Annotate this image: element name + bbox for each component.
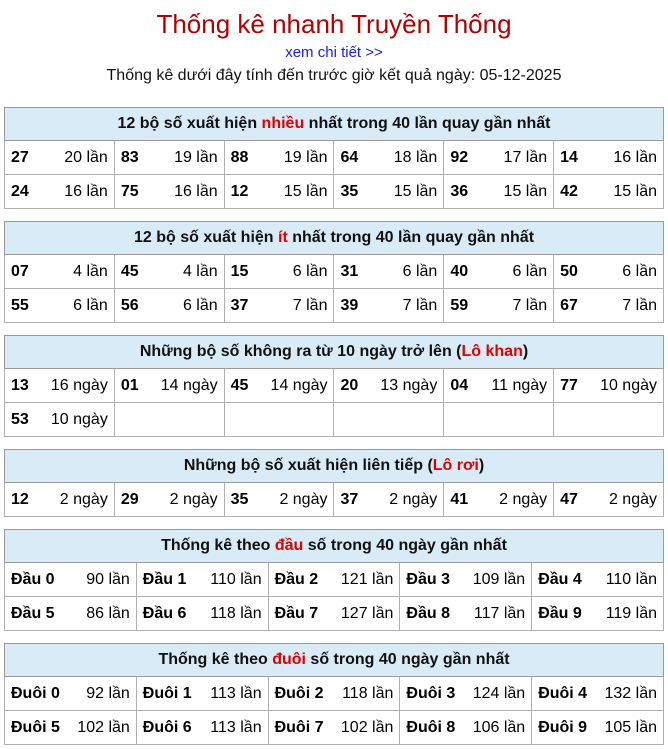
stat-key: 41 [450,490,469,508]
stat-key: Đuôi 5 [11,718,60,736]
stat-count: 16 lần [64,182,108,200]
stat-cell [136,711,268,745]
stat-cell [444,141,554,175]
stat-cell [532,563,664,597]
stat-key: 88 [230,148,249,166]
stat-count: 20 lần [64,148,108,166]
stat-cell [554,289,664,323]
stat-key: 55 [11,296,29,314]
stat-cell [136,563,268,597]
duoi-table [4,643,664,745]
stat-count: 6 lần [622,262,657,280]
least-frequent-body [5,255,664,323]
stat-count: 127 lần [340,604,394,622]
stat-cell [554,403,664,437]
stat-cell [268,597,400,631]
stat-count: 132 lần [604,684,657,702]
stat-cell [400,677,532,711]
stat-count: 6 lần [292,262,328,280]
stat-cell [400,711,532,745]
stat-cell [114,255,224,289]
stat-cell [334,175,444,209]
stat-count: 15 lần [393,182,438,200]
stat-key: 40 [450,262,469,280]
table-row [5,369,664,403]
stat-count: 7 lần [622,296,657,314]
stat-key: 56 [120,296,139,314]
lo-roi-table [4,449,664,517]
stat-cell [5,255,115,289]
table-row [5,141,664,175]
stat-count: 2 ngày [279,490,328,508]
stat-key: 64 [340,148,359,166]
stat-cell [554,483,664,517]
stat-count: 10 ngày [600,376,657,394]
most-frequent-table [4,107,664,209]
table-row [5,289,664,323]
stat-cell [532,597,664,631]
stat-count: 110 lần [605,570,657,588]
stat-cell [444,369,554,403]
table-row [5,403,664,437]
stat-cell [334,403,444,437]
stat-count: 2 ngày [169,490,218,508]
stat-count: 105 lần [604,718,657,736]
stat-cell [554,141,664,175]
stat-key: Đầu 6 [142,604,187,622]
stat-cell [136,597,268,631]
stat-key: 67 [560,296,578,314]
stat-key: 04 [450,376,469,394]
stat-count: 6 lần [73,296,108,314]
stat-cell [114,289,224,323]
stat-cell [532,711,664,745]
stat-cell [224,175,334,209]
stat-cell [114,175,224,209]
stat-cell [268,711,400,745]
stat-key: Đầu 0 [11,570,55,588]
stat-cell [334,483,444,517]
stat-count: 110 lần [210,570,262,588]
lo-roi-header: Những bộ số xuất hiện liên tiếp (Lô rơi) [5,450,664,483]
stat-count: 14 ngày [160,376,218,394]
stat-key: Đầu 9 [538,604,582,622]
stat-key: 36 [450,182,469,200]
stat-count: 16 lần [613,148,657,166]
stat-cell [5,597,137,631]
stat-cell [5,563,137,597]
lo-khan-header: Những bộ số không ra từ 10 ngày trở lên (Lô khan) [5,336,664,369]
stat-count: 13 ngày [380,376,438,394]
stat-count: 15 lần [613,182,657,200]
stat-count: 19 lần [283,148,328,166]
most-frequent-body [5,141,664,209]
stat-cell [554,175,664,209]
stat-key: Đuôi 0 [11,684,60,702]
stat-count: 119 lần [605,604,657,622]
duoi-header: Thống kê theo đuôi số trong 40 ngày gần nhất [5,644,664,677]
stat-cell [444,255,554,289]
stat-count: 124 lần [472,684,526,702]
stat-cell [224,255,334,289]
stat-count: 17 lần [503,148,548,166]
table-row [5,563,664,597]
stat-count: 92 lần [86,684,130,702]
stat-key: 20 [340,376,359,394]
stat-cell [444,175,554,209]
stat-key: Đuôi 3 [406,684,456,702]
stat-cell [532,677,664,711]
lo-khan-body [5,369,664,437]
stat-cell [400,597,532,631]
stat-count: 2 ngày [389,490,438,508]
stat-key: Đầu 7 [274,604,319,622]
page-header [0,0,668,88]
stat-key: 45 [230,376,249,394]
stat-key: Đuôi 8 [406,718,456,736]
stat-key: Đầu 5 [11,604,55,622]
stat-cell [114,369,224,403]
stat-key: 35 [230,490,249,508]
stat-count: 15 lần [503,182,548,200]
stat-key: Đuôi 9 [538,718,588,736]
page-title: Thống kê nhanh Truyền Thống [156,9,512,39]
stat-count: 18 lần [393,148,438,166]
duoi-body [5,677,664,745]
stat-key: 01 [120,376,139,394]
stat-count: 11 ngày [491,376,548,394]
stat-count: 2 ngày [59,490,108,508]
stat-cell [268,677,400,711]
stat-count: 7 lần [292,296,328,314]
stat-key: Đuôi 6 [142,718,192,736]
stat-count: 86 lần [86,604,130,622]
stat-key: Đầu 4 [538,570,582,588]
stat-key: 35 [340,182,359,200]
stat-count: 10 ngày [50,410,108,428]
stat-key: 12 [230,182,249,200]
stat-count: 6 lần [402,262,438,280]
stat-key: 37 [230,296,249,314]
stat-key: 37 [340,490,359,508]
stat-cell [224,289,334,323]
stat-count: 6 lần [182,296,218,314]
stat-cell [5,483,115,517]
stat-key: 13 [11,376,29,394]
table-row [5,483,664,517]
stat-cell [5,677,137,711]
stat-count: 117 lần [473,604,526,622]
stat-count: 19 lần [174,148,218,166]
stat-count: 102 lần [77,718,130,736]
dau-table [4,529,664,631]
stat-cell [5,369,115,403]
stat-key: 24 [11,182,29,200]
stat-cell [114,483,224,517]
stat-count: 4 lần [182,262,218,280]
stat-key: Đuôi 4 [538,684,588,702]
dau-body [5,563,664,631]
stat-cell [334,289,444,323]
stat-key: 59 [450,296,469,314]
stat-cell [554,369,664,403]
stat-key: 07 [11,262,29,280]
stat-key: 27 [11,148,29,166]
stat-cell [444,483,554,517]
stat-cell [224,403,334,437]
stat-key: 14 [560,148,578,166]
stat-count: 118 lần [210,604,262,622]
most-frequent-header: 12 bộ số xuất hiện nhiều nhất trong 40 lần quay gần nhất [5,108,664,141]
stat-key: Đuôi 1 [142,684,192,702]
stat-count: 102 lần [340,718,394,736]
stat-cell [268,563,400,597]
date-line: Thống kê dưới đây tính đến trước giờ kết quả ngày: 05-12-2025 [106,67,562,84]
stat-count: 113 lần [210,718,262,736]
stat-key: Đầu 3 [406,570,450,588]
stat-cell [554,255,664,289]
dau-header: Thống kê theo đầu số trong 40 ngày gần nhất [5,530,664,563]
table-row [5,255,664,289]
stat-cell [334,369,444,403]
stat-count: 118 lần [342,684,394,702]
stat-key: 53 [11,410,29,428]
table-row [5,597,664,631]
stat-cell [224,483,334,517]
least-frequent-header: 12 bộ số xuất hiện ít nhất trong 40 lần quay gần nhất [5,222,664,255]
stat-key: 31 [340,262,359,280]
stat-cell [136,677,268,711]
least-frequent-table [4,221,664,323]
stat-key: 83 [120,148,139,166]
stat-count: 6 lần [512,262,548,280]
stat-key: Đầu 8 [406,604,450,622]
stat-count: 16 ngày [50,376,108,394]
stat-cell [224,141,334,175]
stat-count: 2 ngày [499,490,548,508]
stat-count: 2 ngày [608,490,657,508]
stat-key: 75 [120,182,139,200]
stat-count: 90 lần [86,570,130,588]
stat-key: 45 [120,262,139,280]
stat-count: 16 lần [174,182,218,200]
stat-count: 4 lần [73,262,108,280]
stat-count: 14 ngày [270,376,328,394]
table-row [5,175,664,209]
stat-key: 50 [560,262,578,280]
stat-key: 12 [11,490,29,508]
stat-key: Đầu 2 [274,570,319,588]
stat-key: 92 [450,148,469,166]
lo-roi-body [5,483,664,517]
stat-key: 47 [560,490,578,508]
stat-cell [400,563,532,597]
stat-key: Đuôi 2 [274,684,324,702]
stat-cell [334,255,444,289]
stat-cell [5,175,115,209]
stat-cell [224,369,334,403]
stat-cell [5,141,115,175]
stat-key: 15 [230,262,249,280]
table-row [5,677,664,711]
stat-key: 77 [560,376,578,394]
stat-count: 109 lần [472,570,526,588]
stat-key: 29 [120,490,139,508]
stat-key: Đầu 1 [142,570,187,588]
stat-cell [444,289,554,323]
stat-count: 121 lần [340,570,394,588]
stat-cell [114,403,224,437]
detail-link[interactable]: xem chi tiết >> [285,44,383,61]
stat-cell [444,403,554,437]
stat-count: 15 lần [283,182,328,200]
stat-key: 42 [560,182,578,200]
lo-khan-table [4,335,664,437]
stat-cell [5,289,115,323]
stat-cell [334,141,444,175]
stat-cell [5,403,115,437]
stat-cell [5,711,137,745]
stat-key: Đuôi 7 [274,718,324,736]
stat-count: 7 lần [512,296,548,314]
stat-count: 106 lần [472,718,526,736]
table-row [5,711,664,745]
stat-count: 113 lần [210,684,262,702]
stat-count: 7 lần [402,296,438,314]
stat-cell [114,141,224,175]
stat-key: 39 [340,296,359,314]
